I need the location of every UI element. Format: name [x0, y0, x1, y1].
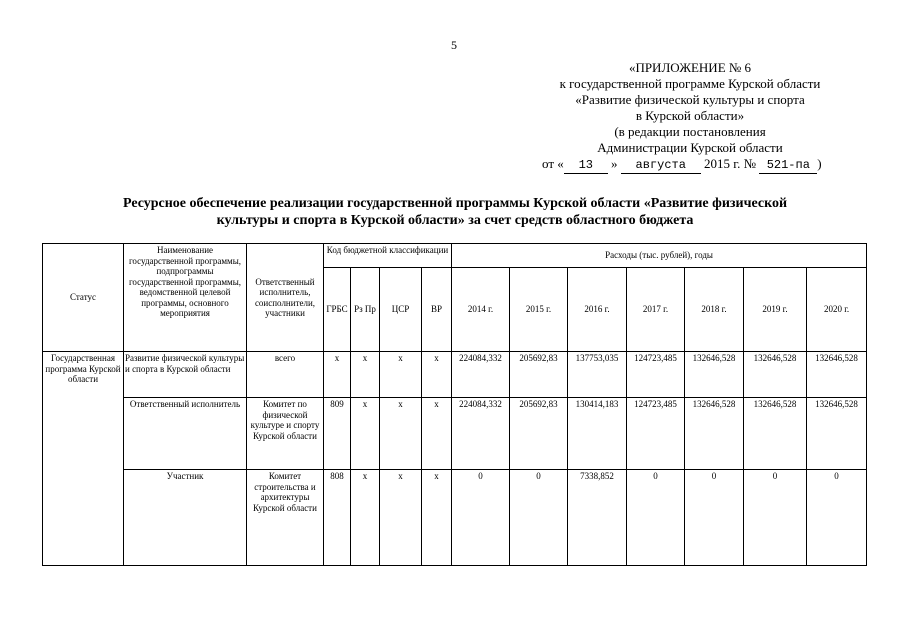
header-responsible: Ответственный исполнитель, соисполнители, участники [247, 244, 324, 352]
appendix-line-5: (в редакции постановления [614, 124, 766, 139]
header-status: Статус [43, 244, 124, 352]
row-value: 130414,183 [568, 398, 627, 470]
appendix-line-1: «ПРИЛОЖЕНИЕ № 6 [628, 60, 752, 75]
row-name: Развитие физической культуры и спорта в Курской области [124, 352, 247, 398]
row-vr: х [422, 352, 452, 398]
appendix-line-4: в Курской области» [635, 108, 745, 123]
row-value: 132646,528 [744, 398, 807, 470]
row-value: 124723,485 [627, 398, 685, 470]
header-year: 2018 г. [685, 268, 744, 352]
header-year: 2014 г. [452, 268, 510, 352]
row-value: 132646,528 [685, 398, 744, 470]
row-csr: х [380, 398, 422, 470]
header-rzpr: Рз Пр [351, 268, 380, 352]
header-csr: ЦСР [380, 268, 422, 352]
row-grbs: 808 [324, 470, 351, 566]
table-row [43, 398, 867, 470]
title-line-1: Ресурсное обеспечение реализации государственной программы Курской области «Развитие физической [122, 196, 788, 211]
title-line-2: культуры и спорта в Курской области» за счет средств областного бюджета [216, 213, 694, 228]
header-year: 2019 г. [744, 268, 807, 352]
header-name: Наименование государственной программы, подпрограммы государственной программы, ведомственной целевой программы, основного мероприятия [124, 244, 247, 352]
date-mid: » [611, 156, 618, 171]
header-expenses: Расходы (тыс. рублей), годы [452, 244, 867, 268]
doc-number: 521-па [759, 157, 817, 174]
status-cell: Государственная программа Курской области [43, 352, 124, 566]
table-row [43, 352, 867, 398]
row-responsible: всего [247, 352, 324, 398]
row-rzpr: х [351, 470, 380, 566]
row-value: 0 [744, 470, 807, 566]
row-vr: х [422, 398, 452, 470]
header-year: 2020 г. [807, 268, 867, 352]
row-value: 205692,83 [510, 398, 568, 470]
row-name: Участник [124, 470, 247, 566]
row-value: 0 [685, 470, 744, 566]
date-month: августа [621, 157, 701, 174]
row-value: 132646,528 [807, 352, 867, 398]
row-value: 132646,528 [685, 352, 744, 398]
document-title [60, 195, 850, 229]
row-value: 224084,332 [452, 398, 510, 470]
row-value: 0 [452, 470, 510, 566]
page-number: 5 [451, 38, 457, 52]
header-year: 2017 г. [627, 268, 685, 352]
row-value: 205692,83 [510, 352, 568, 398]
row-grbs: х [324, 352, 351, 398]
row-csr: х [380, 352, 422, 398]
row-value: 137753,035 [568, 352, 627, 398]
row-grbs: 809 [324, 398, 351, 470]
row-value: 124723,485 [627, 352, 685, 398]
appendix-header [520, 60, 860, 174]
row-value: 224084,332 [452, 352, 510, 398]
header-vr: ВР [422, 268, 452, 352]
table-row [43, 470, 867, 566]
appendix-line-2: к государственной программе Курской области [559, 76, 821, 91]
header-budget-code: Код бюджетной классификации [324, 244, 452, 268]
date-day: 13 [564, 157, 608, 174]
date-year: 2015 г. № [704, 156, 757, 171]
header-year: 2015 г. [510, 268, 568, 352]
appendix-date-line [520, 156, 860, 174]
row-responsible: Комитет по физической культуре и спорту Курской области [247, 398, 324, 470]
row-value: 0 [627, 470, 685, 566]
date-suffix: ) [817, 156, 822, 171]
row-name: Ответственный исполнитель [124, 398, 247, 470]
row-rzpr: х [351, 398, 380, 470]
row-csr: х [380, 470, 422, 566]
resource-table [42, 243, 867, 566]
row-value: 7338,852 [568, 470, 627, 566]
row-rzpr: х [351, 352, 380, 398]
row-value: 132646,528 [744, 352, 807, 398]
row-value: 132646,528 [807, 398, 867, 470]
row-value: 0 [807, 470, 867, 566]
row-vr: х [422, 470, 452, 566]
header-year: 2016 г. [568, 268, 627, 352]
header-grbs: ГРБС [324, 268, 351, 352]
date-prefix: от « [542, 156, 564, 171]
row-responsible: Комитет строительства и архитектуры Курской области [247, 470, 324, 566]
appendix-line-3: «Развитие физической культуры и спорта [575, 92, 805, 107]
row-value: 0 [510, 470, 568, 566]
appendix-line-6: Администрации Курской области [597, 140, 783, 155]
